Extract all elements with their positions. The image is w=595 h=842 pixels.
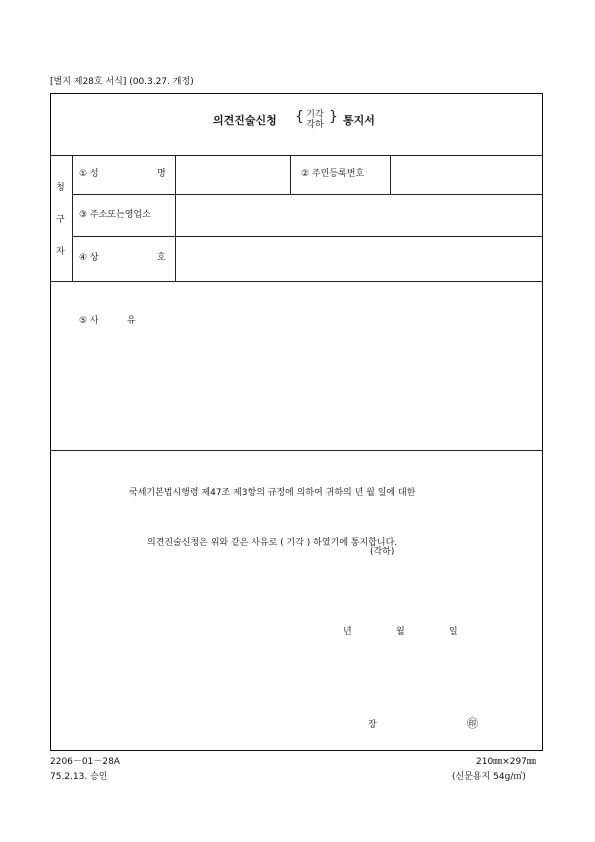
name-label-end: 명 — [157, 169, 166, 179]
id-number-label: ② 주민등록번호 — [301, 169, 365, 179]
row-divider-1 — [72, 194, 543, 195]
approval-date: 75.2.13. 승인 — [50, 772, 108, 782]
form-code: 2206－01－28A — [50, 757, 120, 767]
seal-mark: ㊞ — [467, 717, 478, 730]
trade-name-label-end: 호 — [157, 253, 166, 263]
requester-label-char-2: 구 — [56, 215, 65, 225]
title-option-reject: 기각 — [306, 110, 324, 120]
id-number-field[interactable] — [392, 157, 541, 192]
address-field[interactable] — [177, 196, 541, 234]
title-divider — [50, 155, 543, 156]
form-reference: [별지 제28호 서식] (00.3.27. 개정) — [50, 77, 194, 87]
requester-label-char-1: 청 — [56, 183, 65, 193]
title-option-dismiss: 각하 — [306, 120, 324, 130]
reason-field[interactable] — [52, 284, 541, 448]
form-title-suffix: 통지서 — [343, 114, 375, 127]
label-col-divider — [175, 155, 176, 282]
row-divider-2 — [72, 236, 543, 237]
idnum-col-divider — [390, 155, 391, 194]
reason-label-end: 유 — [127, 316, 136, 326]
form-title: 의견진술신청 — [213, 114, 277, 127]
reason-bottom — [50, 450, 543, 451]
notice-text-line2: 의견진술신청은 위와 같은 사유로 ( 기각 ) 하였기에 통지합니다. — [147, 538, 398, 548]
notice-text-line1: 국세기본법시행령 제47조 제3항의 규정에 의하여 귀하의 년 월 일에 대한 — [129, 488, 416, 498]
name-col-divider — [290, 155, 291, 194]
notice-text-dismiss-option: (각하) — [370, 547, 395, 557]
paper-size: 210㎜×297㎜ — [476, 757, 536, 767]
requester-bottom — [50, 281, 543, 282]
title-left-brace: { — [295, 109, 304, 125]
address-label: ③ 주소또는영업소 — [79, 210, 151, 220]
trade-name-field[interactable] — [177, 238, 541, 279]
date-month: 월 — [396, 627, 405, 637]
date-year: 년 — [343, 627, 352, 637]
name-field[interactable] — [177, 157, 288, 192]
requester-col-divider — [72, 155, 73, 282]
reason-label: ⑤ 사 — [79, 316, 99, 326]
name-label: ① 성 — [79, 169, 99, 179]
paper-spec: (신문용지 54g/㎡) — [452, 772, 526, 782]
trade-name-label: ④ 상 — [79, 253, 99, 263]
title-right-brace: } — [329, 109, 338, 125]
requester-label-char-3: 자 — [56, 247, 65, 257]
date-day: 일 — [449, 627, 458, 637]
signature-title: 장 — [368, 720, 377, 730]
